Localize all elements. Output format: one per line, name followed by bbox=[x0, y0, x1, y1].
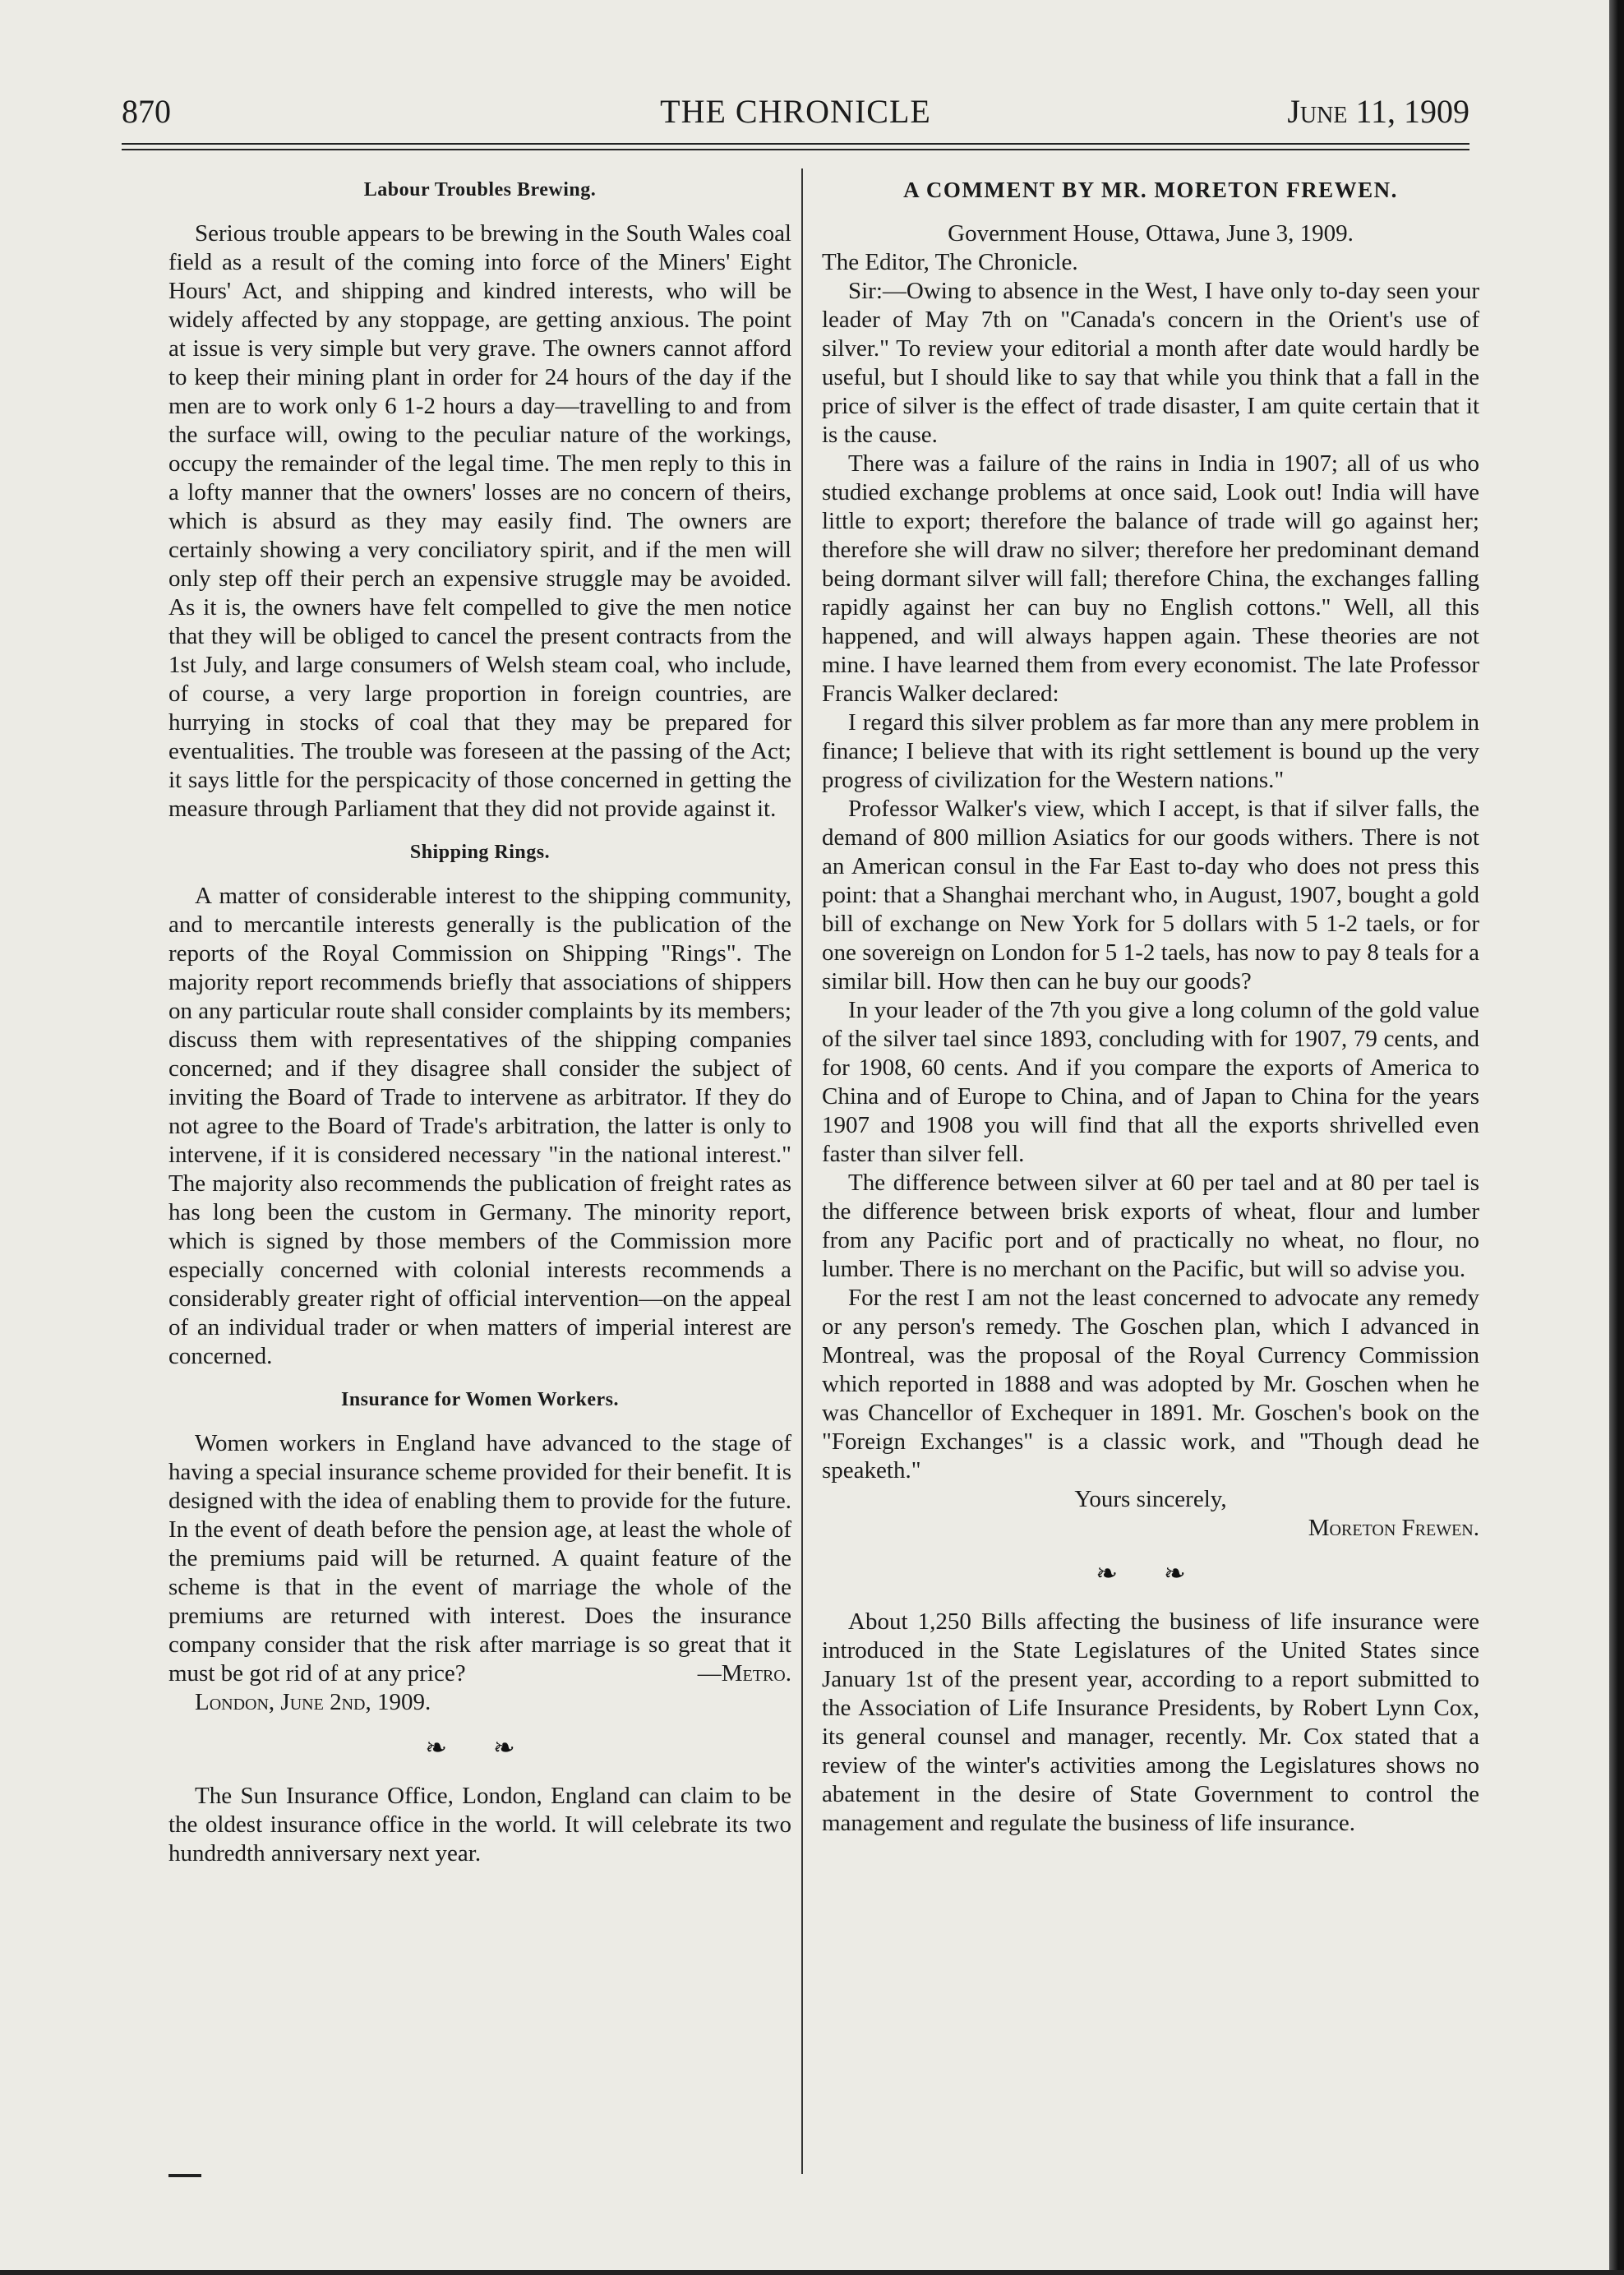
shipping-body: A matter of considerable interest to the shipping community, and to mercantile interests generally is the publication of the reports of the Royal Commission on Shipping "Rings". The majority report recommends briefly that associations of shippers on any particular route shall consider complaints by its members; discuss them with representatives of the shipping companies concerned; and if they disagree shall consider the subject of inviting the Board of Trade to intervene as arbitrator. If they do not agree to the Board of Trade's arbitration, the latter is only to intervene, if it is considered necessary "in the national interest." The majority also recommends the publication of freight rates as has long been the custom in Germany. The minority report, which is signed by those members of the Commission more especially concerned with colonial interests recommends a considerably greater right of official intervention—on the appeal of an individual trader or when matters of imperial interest are concerned. bbox=[168, 883, 791, 1369]
frewen-quote: I regard this silver problem as far more than any mere problem in finance; I believe that with its right settlement is bound up the very progress of civilization for the Western nations." bbox=[822, 709, 1479, 793]
fleuron-ornament-left: ❧ ❧ bbox=[425, 1733, 535, 1762]
frewen-paragraph-1: Sir:—Owing to absence in the West, I have only to-day seen your leader of May 7th on "Canada's concern in the Orient's use of silver." To review your editorial a month after date would hardly be useful, but I should like to say that while you think that a fall in the price of silver is the effect of trade disaster, I am quite certain that it is the cause. bbox=[822, 278, 1479, 448]
right-column bbox=[822, 173, 1479, 1838]
frewen-paragraph-6: The difference between silver at 60 per tael and at 80 per tael is the difference between brisk exports of wheat, flour and lumber from any Pacific port and of practically no wheat, no flour, no lumber. There is no merchant on the Pacific, but will so advise you. bbox=[822, 1170, 1479, 1282]
page-edge-shadow bbox=[1609, 0, 1624, 2275]
fleuron-ornament-right: ❧ ❧ bbox=[1096, 1558, 1206, 1588]
shipping-heading: Shipping Rings. bbox=[409, 842, 551, 863]
frewen-address: Government House, Ottawa, June 3, 1909. bbox=[948, 220, 1354, 247]
page-number: 870 bbox=[122, 93, 171, 130]
end-mark bbox=[168, 2174, 201, 2177]
frewen-heading: A COMMENT BY MR. MORETON FREWEN. bbox=[903, 178, 1398, 202]
publication-title: THE CHRONICLE bbox=[660, 93, 931, 130]
sun-office-paragraph: The Sun Insurance Office, London, England can claim to be the oldest insurance office in the world. It will celebrate its two hundredth anniversary next year. bbox=[168, 1783, 791, 1867]
header-rule bbox=[122, 143, 1469, 150]
frewen-signature: Moreton Frewen. bbox=[1308, 1515, 1479, 1541]
column-divider bbox=[801, 168, 803, 2174]
left-column bbox=[168, 173, 791, 1868]
bills-paragraph: About 1,250 Bills affecting the business of life insurance were introduced in the State Legislatures of the United States since January 1st of the present year, according to a report submitted to the Association of Life Insurance Presidents, by Robert Lynn Cox, its general counsel and manager, recently. Mr. Cox stated that a review of the winter's activities among the Legislatures shows no abatement in the desire of State Government to control the management and regulate the business of life insurance. bbox=[822, 1608, 1479, 1836]
frewen-paragraph-2: There was a failure of the rains in India in 1907; all of us who studied exchange problems at once said, Look out! India will have little to export; therefore the balance of trade will go against her; therefore she will draw no silver; therefore her predominant demand being dormant silver will fall; therefore China, the exchanges falling rapidly against her can buy no English cottons." Well, all this happened, and will always happen again. These theories are not mine. I have learned them from every economist. The late Professor Francis Walker declared: bbox=[822, 450, 1479, 707]
frewen-paragraph-7: For the rest I am not the least concerned to advocate any remedy or any person's remedy. The Goschen plan, which I advanced in Montreal, was the proposal of the Royal Currency Commission which reported in 1888 and was adopted by Mr. Goschen when he was Chancellor of Exchequer in 1891. Mr. Goschen's book on the "Foreign Exchanges" is a classic work, and "Though dead he speaketh." bbox=[822, 1285, 1479, 1484]
labour-body: Serious trouble appears to be brewing in the South Wales coal field as a result of the coming into force of the Miners' Eight Hours' Act, and shipping and kindred interests, who will be widely affected by any stoppage, are getting anxious. The point at issue is very simple but very grave. The owners cannot afford to keep their mining plant in order for 24 hours of the day if the men are to work only 6 1-2 hours a day—travelling to and from the surface will, owing to the peculiar nature of the workings, occupy the remainder of the legal time. The men reply to this in a lofty manner that the owners' losses are no concern of theirs, which is absurd as they may easily find. The owners are certainly showing a very conciliatory spirit, and if the men will only step off their perch an expensive struggle may be avoided. As it is, the owners have felt compelled to give the men notice that they will be obliged to cancel the present contracts from the 1st July, and large consumers of Welsh steam coal, who include, of course, a very large proportion in foreign countries, are hurrying in stocks of coal that they may be prepared for eventualities. The trouble was foreseen at the passing of the Act; it says little for the perspicacity of those concerned in getting the measure through Parliament that they did not provide against it. bbox=[168, 220, 791, 822]
insurance-dateline: London, June 2nd, 1909. bbox=[195, 1689, 431, 1715]
insurance-signature: —Metro. bbox=[697, 1660, 791, 1687]
insurance-body-text: Women workers in England have advanced to the stage of having a special insurance scheme provided for their benefit. It is designed with the idea of enabling them to provide for the future. In the event of death before the pension age, at least the whole of the premiums paid will be returned. A quaint feature of the scheme is that in the event of marriage the whole of the premiums are returned with interest. Does the insurance company consider that the risk after marriage is so great that it must be got rid of at any price? bbox=[168, 1430, 791, 1687]
frewen-paragraph-5: In your leader of the 7th you give a long column of the gold value of the silver tael since 1893, concluding with for 1907, 79 cents, and for 1908, 60 cents. And if you compare the exports of America to China and of Europe to China, and of Japan to China for the years 1907 and 1908 you will find that all the exports shrivelled even faster than silver fell. bbox=[822, 997, 1479, 1167]
page-bottom-edge bbox=[0, 2270, 1624, 2275]
insurance-heading: Insurance for Women Workers. bbox=[340, 1389, 619, 1410]
labour-heading: Labour Troubles Brewing. bbox=[363, 179, 597, 201]
frewen-salutation: The Editor, The Chronicle. bbox=[822, 249, 1078, 275]
page-header bbox=[122, 92, 1469, 133]
frewen-closing: Yours sincerely, bbox=[1074, 1486, 1227, 1512]
insurance-body bbox=[168, 1429, 791, 1688]
issue-date: June 11, 1909 bbox=[1287, 93, 1469, 130]
frewen-paragraph-4: Professor Walker's view, which I accept, is that if silver falls, the demand of 800 million Asiatics for our goods withers. There is not an American consul in the Far East to-day who does not press this point: that a Shanghai merchant who, in August, 1907, bought a gold bill of exchange on New York for 5 dollars with 5 1-2 taels, or for one sovereign on London for 5 1-2 taels, has now to pay 8 teals for a similar bill. How then can he buy our goods? bbox=[822, 796, 1479, 994]
